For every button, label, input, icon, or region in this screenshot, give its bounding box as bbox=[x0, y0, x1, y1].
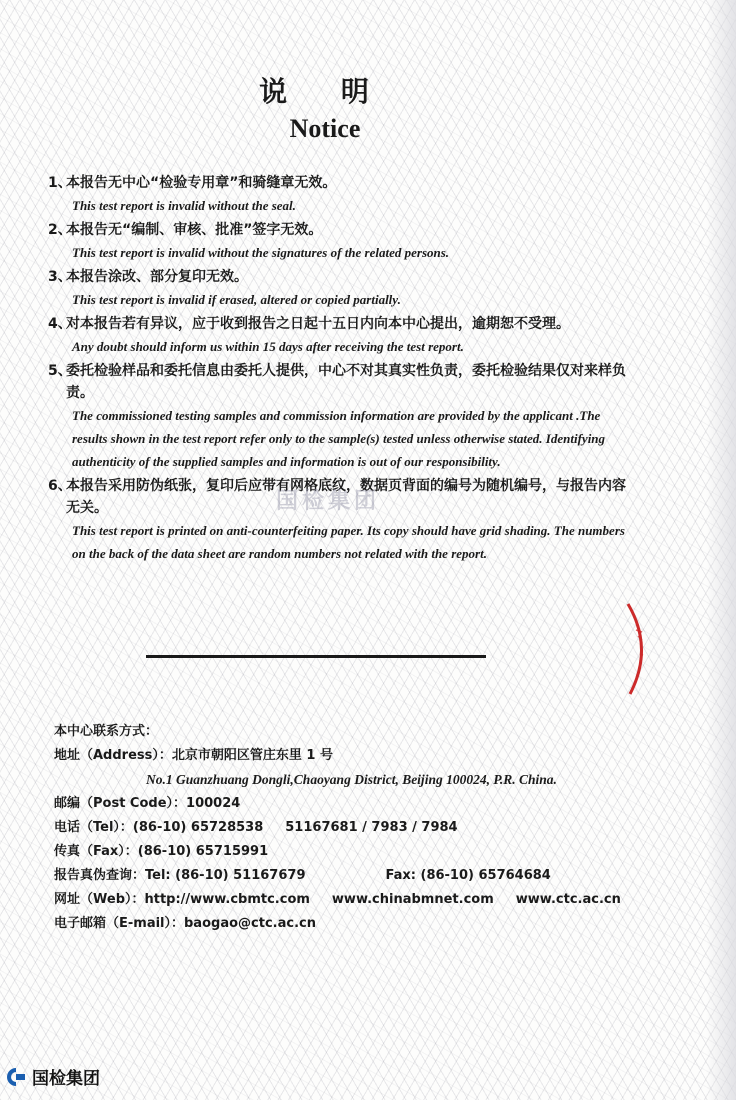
verification-tel: 报告真伪查询：Tel: (86-10) 51167679 bbox=[54, 868, 306, 883]
notice-item bbox=[48, 172, 628, 217]
telephone-extensions: 51167681 / 7983 / 7984 bbox=[285, 820, 458, 835]
notice-text-en: Any doubt should inform us within 15 days after receiving the test report. bbox=[72, 339, 464, 354]
notice-item bbox=[48, 360, 628, 473]
title-chinese: 说 明 bbox=[259, 75, 391, 108]
postcode: 邮编（Post Code）：100024 bbox=[54, 796, 241, 811]
page-edge-shadow bbox=[706, 0, 736, 1100]
watermark-text: 国检集团 bbox=[276, 489, 381, 514]
notice-text-en: This test report is invalid without the signatures of the related persons. bbox=[72, 245, 450, 260]
telephone-row bbox=[54, 816, 654, 840]
notice-text-cn: 对本报告若有异议，应于收到报告之日起十五日内向本中心提出，逾期恕不受理。 bbox=[66, 316, 570, 332]
notice-text-cn: 委托检验样品和委托信息由委托人提供，中心不对其真实性负责，委托检验结果仅对来样负责。 bbox=[66, 363, 626, 401]
website-3: www.ctc.ac.cn bbox=[515, 892, 621, 907]
notice-text-en: This test report is printed on anti-counterfeiting paper. Its copy should have grid shading. The numbers on the back of the data sheet are random numbers not related with the report. bbox=[72, 523, 625, 561]
ctc-logo-icon bbox=[4, 1068, 26, 1086]
website-2: www.chinabmnet.com bbox=[331, 892, 494, 907]
address-cn: 地址（Address）：北京市朝阳区管庄东里 1 号 bbox=[54, 748, 333, 763]
divider-line bbox=[146, 655, 486, 658]
notice-text-cn: 本报告采用防伪纸张，复印后应带有网格底纹，数据页背面的编号为随机编号，与报告内容无关。 bbox=[66, 478, 626, 516]
notice-number: 6、 bbox=[48, 478, 72, 494]
email: 电子邮箱（E-mail）：baogao@ctc.ac.cn bbox=[54, 916, 316, 931]
fax: 传真（Fax）：(86-10) 65715991 bbox=[54, 844, 269, 859]
notice-number: 1、 bbox=[48, 175, 72, 191]
website-row bbox=[54, 888, 654, 912]
notice-text-cn: 本报告涂改、部分复印无效。 bbox=[66, 269, 248, 285]
notice-number: 5、 bbox=[48, 363, 72, 379]
notice-text-en: The commissioned testing samples and commission information are provided by the applicant .The results shown in the test report refer only to the sample(s) tested unless otherwise stated. Identifying authenticity of the supplied samples and information is out of our responsibility. bbox=[72, 408, 606, 469]
brand-logo bbox=[4, 1064, 100, 1089]
notice-text-cn: 本报告无中心“检验专用章”和骑缝章无效。 bbox=[66, 175, 337, 191]
notice-item bbox=[48, 266, 628, 311]
notice-item bbox=[48, 219, 628, 264]
logo-text: 国检集团 bbox=[32, 1069, 100, 1089]
address-en: No.1 Guanzhuang Dongli,Chaoyang District, Beijing 100024, P.R. China. bbox=[146, 772, 557, 787]
notice-item bbox=[48, 313, 628, 358]
notice-text-en: This test report is invalid without the seal. bbox=[72, 198, 296, 213]
notice-number: 3、 bbox=[48, 269, 72, 285]
seal-stamp-fragment bbox=[620, 600, 660, 698]
verification-row bbox=[54, 864, 654, 888]
title-english: Notice bbox=[289, 114, 361, 143]
verification-fax: Fax: (86-10) 65764684 bbox=[385, 868, 551, 883]
contact-heading: 本中心联系方式： bbox=[54, 724, 159, 739]
notice-text-en: This test report is invalid if erased, altered or copied partially. bbox=[72, 292, 401, 307]
contact-section bbox=[54, 720, 654, 936]
notice-number: 4、 bbox=[48, 316, 72, 332]
website-1: 网址（Web）：http://www.cbmtc.com bbox=[54, 892, 310, 907]
notice-text-cn: 本报告无“编制、审核、批准”签字无效。 bbox=[66, 222, 323, 238]
notice-number: 2、 bbox=[48, 222, 72, 238]
telephone: 电话（Tel）：(86-10) 65728538 bbox=[54, 820, 264, 835]
